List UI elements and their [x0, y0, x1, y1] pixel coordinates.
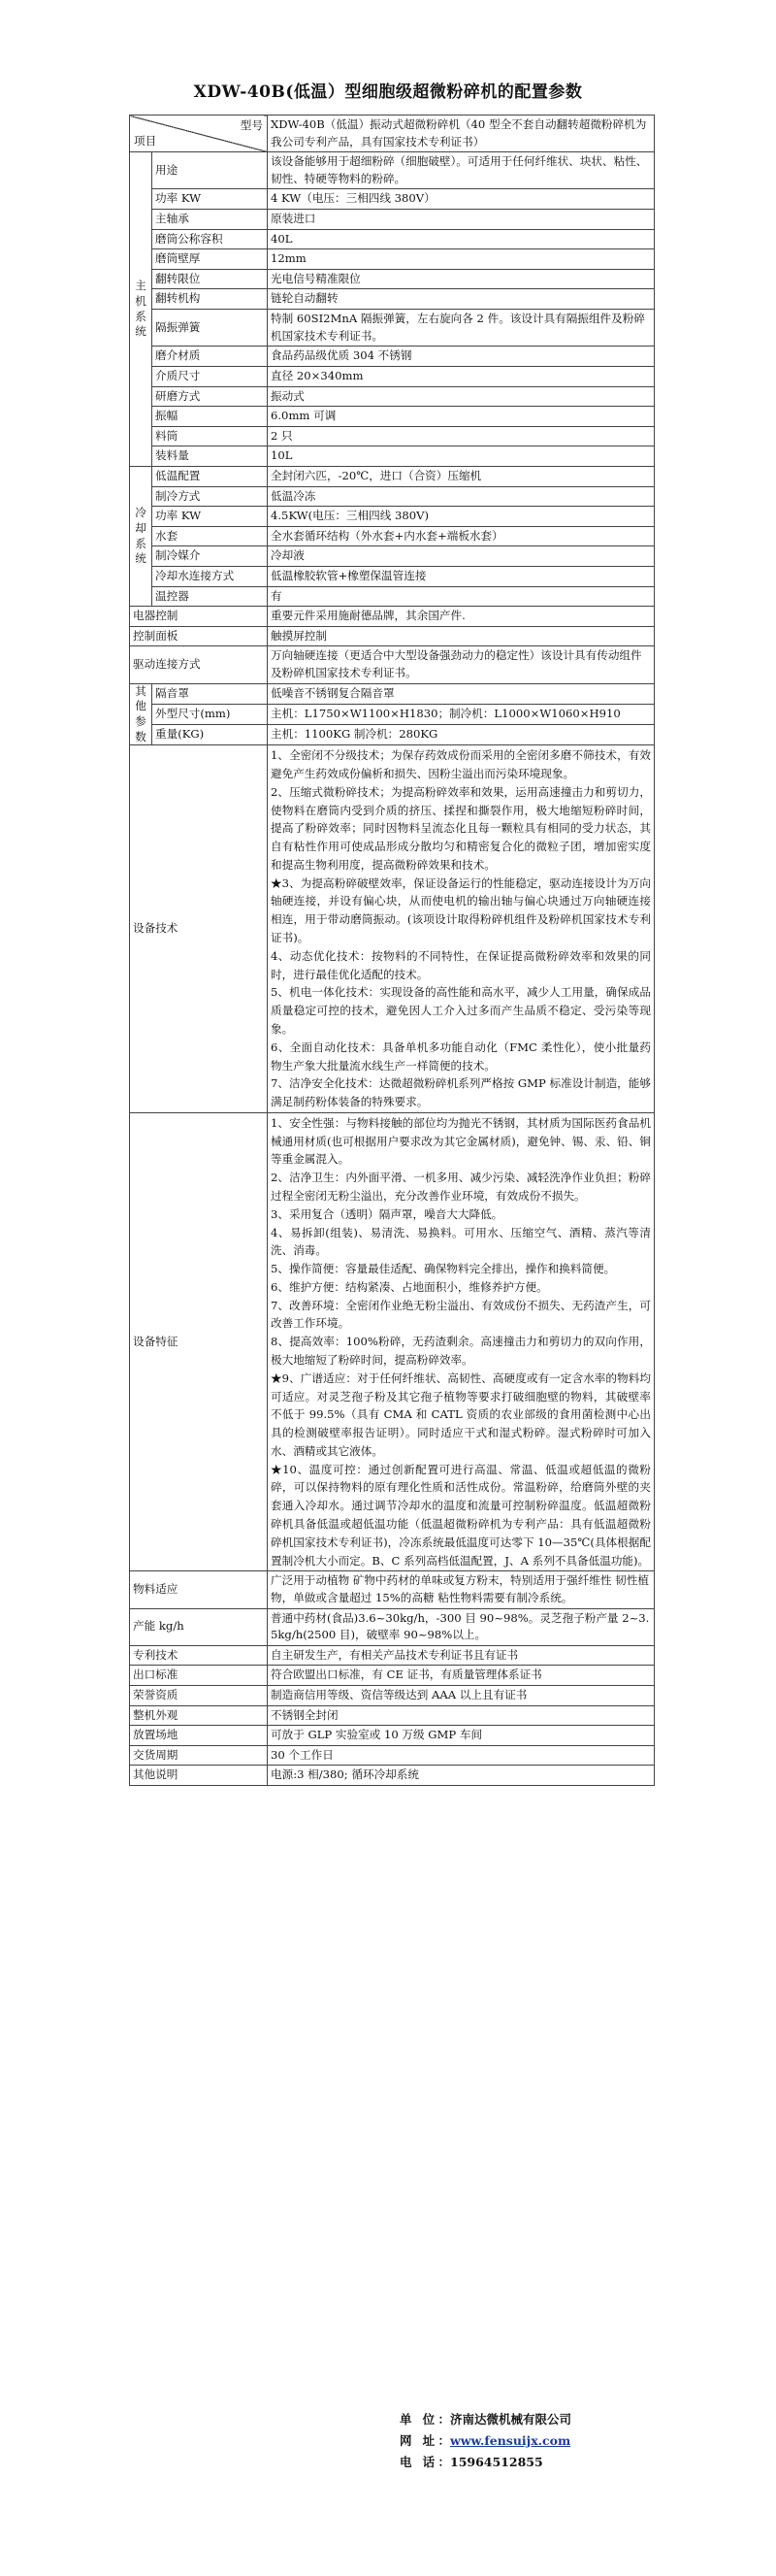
features-item: 7、改善环境：全密闭作业绝无粉尘溢出、有效成份不损失、无药渣产生，可改善工作环境。: [271, 1298, 651, 1331]
table-row: [130, 586, 655, 607]
row-label: 其他说明: [130, 1766, 268, 1786]
phone-label: 电 话：: [400, 2454, 450, 2469]
table-row: [130, 1745, 655, 1766]
row-value: 2 只: [268, 426, 655, 446]
row-label: 磨筒公称容积: [152, 229, 268, 249]
table-row: [130, 725, 655, 745]
spec-table: [129, 115, 655, 1786]
row-label: 研磨方式: [152, 386, 268, 407]
row-value: 重要元件采用施耐德品牌，其余国产件.: [268, 607, 655, 627]
company-name: 济南达微机械有限公司: [450, 2412, 572, 2427]
row-value: 主机：L1750×W1100×H1830；制冷机：L1000×W1060×H910: [268, 704, 655, 724]
row-value: 制造商信用等级、资信等级达到 AAA 以上且有证书: [268, 1686, 655, 1706]
phone-number: 15964512855: [450, 2454, 543, 2469]
row-value: 12mm: [268, 249, 655, 270]
table-row: [130, 546, 655, 567]
features-row: [130, 1112, 655, 1571]
table-row: [130, 704, 655, 724]
tech-row: [130, 745, 655, 1113]
model-description: XDW-40B（低温）振动式超微粉碎机（40 型全不套自动翻转超微粉碎机为我公司专利产品，具有国家技术专利证书）: [268, 116, 655, 152]
row-value: 光电信号精准限位: [268, 269, 655, 289]
table-row: [130, 269, 655, 289]
row-label: 水套: [152, 526, 268, 546]
row-label: 翻转机构: [152, 289, 268, 310]
row-label: 温控器: [152, 586, 268, 607]
table-row: [130, 310, 655, 347]
table-row: [130, 1766, 655, 1786]
features-label: 设备特征: [130, 1112, 268, 1571]
table-row: [130, 189, 655, 210]
features-item: ★9、广谱适应：对于任何纤维状、高韧性、高硬度或有一定含水率的物料均可适应。对灵芝孢子粉及其它孢子植物等要求打破细胞壁的物料，其破壁率不低于 99.5%（具有 CMA 和 CATL 资质的农业部级的食用菌检测中心出具的检测破壁率报告证明）。同时适应干式和湿式粉碎。湿式粉碎时可加入水、酒精或其它液体。: [271, 1371, 651, 1458]
features-item: 3、采用复合（透明）隔声罩，噪音大大降低。: [271, 1206, 503, 1221]
row-value: 振动式: [268, 386, 655, 407]
row-label: 翻转限位: [152, 269, 268, 289]
row-value: 该设备能够用于超细粉碎（细胞破壁）。可适用于任何纤维状、块状、粘性、韧性、特硬等物料的粉碎。: [268, 152, 655, 189]
table-row: [130, 1571, 655, 1608]
row-label: 电器控制: [130, 607, 268, 627]
row-label: 交货周期: [130, 1745, 268, 1766]
row-label: 冷却水连接方式: [152, 567, 268, 587]
company-line: [400, 2409, 571, 2430]
row-value: 食品药品级优质 304 不锈钢: [268, 347, 655, 367]
table-row: [130, 486, 655, 507]
table-row: [130, 446, 655, 467]
group-label-other: [130, 683, 152, 745]
table-row: [130, 507, 655, 527]
row-value: 冷却液: [268, 546, 655, 567]
row-value: 30 个工作日: [268, 1745, 655, 1766]
group-label-text: 其他参数: [135, 683, 146, 743]
tech-item: ★3、为提高粉碎破壁效率，保证设备运行的性能稳定，驱动连接设计为万向轴硬连接，并设有偏心块，从而使电机的输出轴与偏心块通过万向轴硬连接相连，用于带动磨筒振动。(该项设计取得粉碎机组件及粉碎机国家技术专利证书)。: [271, 875, 651, 945]
row-label: 物料适应: [130, 1571, 268, 1608]
row-value: 触摸屏控制: [268, 626, 655, 646]
table-header-row: [130, 116, 655, 152]
row-label: 整机外观: [130, 1705, 268, 1726]
row-label: 振幅: [152, 407, 268, 427]
tech-item: 2、压缩式微粉碎技术；为提高粉碎效率和效果，运用高速撞击力和剪切力，使物料在磨筒内受到介质的挤压、揉捏和撕裂作用，极大地缩短粉碎时间，提高了粉碎效率；同时因物料呈流态化且每一颗粒具有相同的受力状态，其自有粘性作用可使成品形成分散均匀和精密复合化的微粒子团，增加密实度和提高生物利用度，提高微粉碎效果和技术。: [271, 784, 651, 872]
table-row: [130, 646, 655, 683]
row-value: 链轮自动翻转: [268, 289, 655, 310]
group-label-cooling: [130, 466, 152, 606]
row-label: 产能 kg/h: [130, 1608, 268, 1645]
table-row: [130, 152, 655, 189]
corner-model-label: 型号: [240, 118, 263, 132]
website-link[interactable]: www.fensuijx.com: [450, 2432, 571, 2448]
tech-item: 7、洁净安全化技术：达微超微粉碎机系列严格按 GMP 标准设计制造，能够满足制药粉体装备的特殊要求。: [271, 1076, 651, 1109]
row-value: 有: [268, 586, 655, 607]
row-label: 专利技术: [130, 1645, 268, 1666]
corner-item-label: 项目: [134, 133, 157, 148]
row-value: 4 KW（电压：三相四线 380V）: [268, 189, 655, 210]
tech-content: [268, 745, 655, 1113]
row-label: 外型尺寸(mm): [152, 704, 268, 724]
row-value: 40L: [268, 229, 655, 249]
row-value: 自主研发生产，有相关产品技术专利证书且有证书: [268, 1645, 655, 1666]
row-value: 低温橡胶软管+橡塑保温管连接: [268, 567, 655, 587]
table-row: [130, 526, 655, 546]
corner-header-cell: [130, 116, 268, 152]
row-value: 直径 20×340mm: [268, 366, 655, 386]
row-value: 全水套循环结构（外水套+内水套+端板水套）: [268, 526, 655, 546]
row-label: 低温配置: [152, 466, 268, 486]
table-row: [130, 347, 655, 367]
table-row: [130, 1705, 655, 1726]
row-label: 磨筒壁厚: [152, 249, 268, 270]
row-label: 出口标准: [130, 1666, 268, 1686]
row-value: 符合欧盟出口标准，有 CE 证书，有质量管理体系证书: [268, 1666, 655, 1686]
row-value: 特制 60SI2MnA 隔振弹簧，左右旋向各 2 件。该设计具有隔振组件及粉碎机国家技术专利证书。: [268, 310, 655, 347]
table-row: [130, 366, 655, 386]
row-value: 万向轴硬连接（更适合中大型设备强劲动力的稳定性）该设计具有传动组件及粉碎机国家技术专利证书。: [268, 646, 655, 683]
tech-item: 6、全面自动化技术：具备单机多功能自动化（FMC 柔性化），使小批量药物生产象大批量流水线生产一样简便的技术。: [271, 1040, 651, 1073]
features-item: 5、操作简便：容量最佳适配、确保物料完全排出，操作和换料简便。: [271, 1262, 616, 1276]
features-item: ★10、温度可控：通过创新配置可进行高温、常温、低温或超低温的微粉碎，可以保持物料的原有理化性质和活性成份。常温粉碎，给磨筒外壁的夹套通入冷却水。通过调节冷却水的温度和流量可控制粉碎温度。低温超微粉碎机具备低温或超低温功能（低温超微粉碎机为专利产品：具有低温超微粉碎机国家技术专利证书)，冷冻系统最低温度可达零下 10—35℃(具体根据配置制冷机大小而定。B、C 系列高档低温配置，J、A 系列不具备低温功能)。: [271, 1462, 651, 1568]
website-label: 网 址：: [400, 2432, 450, 2448]
row-label: 放置场地: [130, 1726, 268, 1746]
table-row: [130, 567, 655, 587]
row-value: 主机：1100KG 制冷机：280KG: [268, 725, 655, 745]
table-row: [130, 1686, 655, 1706]
group-label-text: 冷却系统: [135, 506, 146, 566]
row-label: 隔音罩: [152, 683, 268, 704]
row-value: 4.5KW(电压：三相四线 380V): [268, 507, 655, 527]
row-label: 隔振弹簧: [152, 310, 268, 347]
row-label: 荣誉资质: [130, 1686, 268, 1706]
table-row: [130, 683, 655, 704]
table-row: [130, 386, 655, 407]
row-label: 驱动连接方式: [130, 646, 268, 683]
row-label: 功率 KW: [152, 507, 268, 527]
features-item: 2、洁净卫生：内外面平滑、一机多用、减少污染、减轻洗净作业负担；粉碎过程全密闭无粉尘溢出，充分改善作业环境，有效成份不损失。: [271, 1171, 651, 1203]
features-item: 8、提高效率：100%粉碎，无药渣剩余。高速撞击力和剪切力的双向作用，极大地缩短了粉碎时间，提高粉碎效率。: [271, 1335, 651, 1368]
row-value: 不锈钢全封闭: [268, 1705, 655, 1726]
row-value: 6.0mm 可调: [268, 407, 655, 427]
website-line: [400, 2430, 571, 2452]
tech-label: 设备技术: [130, 745, 268, 1113]
row-label: 磨介材质: [152, 347, 268, 367]
table-row: [130, 466, 655, 486]
spec-table-body: [130, 116, 655, 1786]
table-row: [130, 1645, 655, 1666]
table-row: [130, 210, 655, 230]
page-title: XDW-40B(低温）型细胞级超微粉碎机的配置参数: [193, 83, 583, 102]
features-item: 6、维护方便：结构紧凑、占地面积小，维修养护方便。: [271, 1279, 548, 1294]
company-label: 单 位：: [400, 2412, 450, 2427]
phone-line: [400, 2452, 571, 2473]
row-value: 普通中药材(食品)3.6~30kg/h，-300 目 90~98%。灵芝孢子粉产量 2~3.5kg/h(2500 目)，破壁率 90~98%以上。: [268, 1608, 655, 1645]
row-value: 10L: [268, 446, 655, 467]
row-label: 制冷媒介: [152, 546, 268, 567]
row-value: 全封闭六匹，-20℃，进口（合资）压缩机: [268, 466, 655, 486]
table-row: [130, 626, 655, 646]
table-row: [130, 249, 655, 270]
features-content: [268, 1112, 655, 1571]
table-row: [130, 426, 655, 446]
tech-item: 4、动态优化技术：按物料的不同特性，在保证提高微粉碎效率和效果的同时，进行最佳优化适配的技术。: [271, 948, 651, 981]
table-row: [130, 1726, 655, 1746]
row-label: 主轴承: [152, 210, 268, 230]
table-row: [130, 289, 655, 310]
row-label: 功率 KW: [152, 189, 268, 210]
row-label: 制冷方式: [152, 486, 268, 507]
tech-item: 1、全密闭不分级技术；为保存药效成份而采用的全密闭多磨不筛技术，有效避免产生药效成份偏析和损失、因粉尘溢出而污染环境现象。: [271, 748, 651, 781]
row-value: 原装进口: [268, 210, 655, 230]
features-item: 1、安全性强：与物料接触的部位均为抛光不锈钢，其材质为国际医药食品机械通用材质(也可根据用户要求改为其它金属材质)，避免钟、锡、汞、铅、铜等重金属混入。: [271, 1115, 651, 1167]
row-value: 电源:3 相/380; 循环冷却系统: [268, 1766, 655, 1786]
table-row: [130, 1608, 655, 1645]
row-value: 广泛用于动植物 矿物中药材的单味或复方粉末，特别适用于强纤维性 韧性植物，单做或含量超过 15%的高糖 粘性物料需要有制冷系统。: [268, 1571, 655, 1608]
group-label-text: 主机系统: [135, 279, 146, 339]
row-label: 介质尺寸: [152, 366, 268, 386]
row-value: 低温冷冻: [268, 486, 655, 507]
row-label: 控制面板: [130, 626, 268, 646]
table-row: [130, 407, 655, 427]
table-row: [130, 229, 655, 249]
row-value: 可放于 GLP 实验室或 10 万级 GMP 车间: [268, 1726, 655, 1746]
row-label: 用途: [152, 152, 268, 189]
row-label: 装料量: [152, 446, 268, 467]
group-label-main: [130, 152, 152, 467]
tech-item: 5、机电一体化技术：实现设备的高性能和高水平，减少人工用量，确保成品质量稳定可控的技术，避免因人工介入过多而产生品质不稳定、受污染等现象。: [271, 985, 651, 1036]
row-label: 重量(KG): [152, 725, 268, 745]
table-row: [130, 1666, 655, 1686]
features-item: 4、易拆卸(组装)、易清洗、易换料。可用水、压缩空气、酒精、蒸汽等清洗、消毒。: [271, 1225, 651, 1258]
contact-info: [400, 2409, 571, 2473]
row-value: 低噪音不锈钢复合隔音罩: [268, 683, 655, 704]
row-label: 料筒: [152, 426, 268, 446]
table-row: [130, 607, 655, 627]
